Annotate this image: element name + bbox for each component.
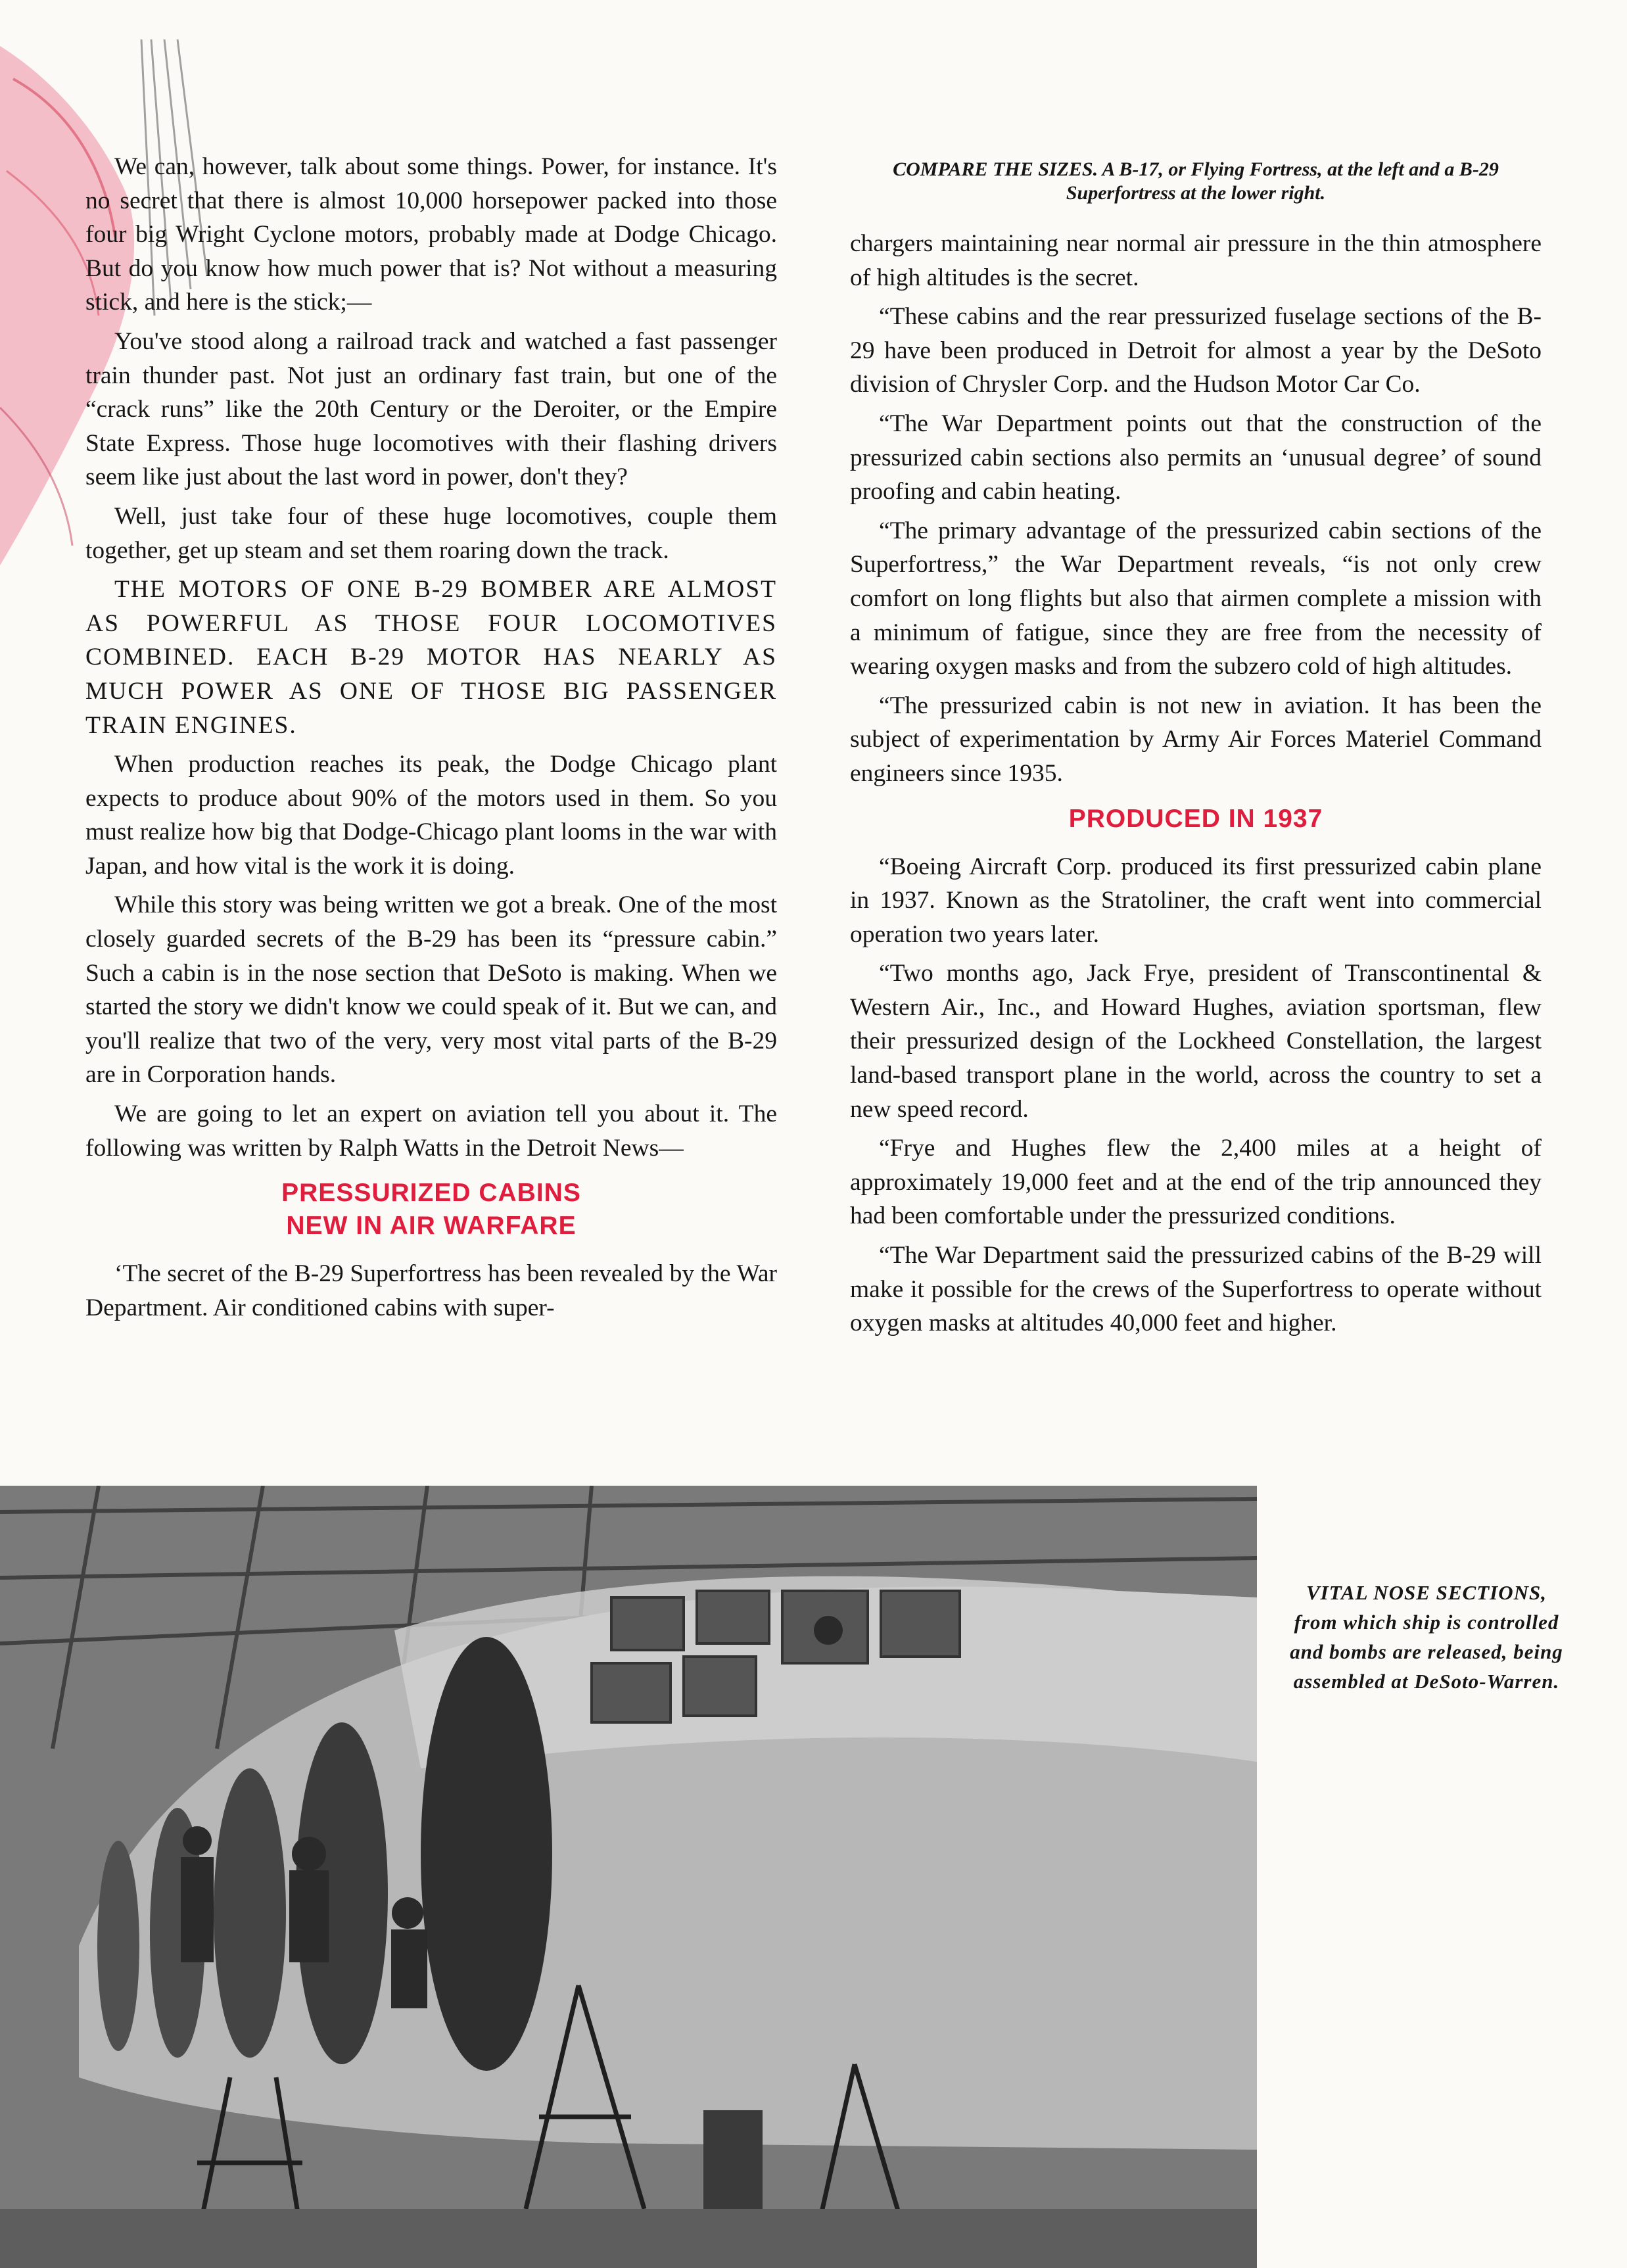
- body-paragraph: When production reaches its peak, the Dodge Chicago plant expects to produce about 90% of the motors used in them. So you must realize how big that Dodge-Chicago plant looms in the war with Japan, and how vital is the work it is doing.: [85, 751, 777, 880]
- body-paragraph: “Two months ago, Jack Frye, president of Transcontinental & Western Air., Inc., and Howard Hughes, aviation sportsman, flew their pressurized design of the Lockheed Constellation, the largest land-based transport plane in the world, across the country to set a new speed record.: [850, 960, 1542, 1123]
- section-heading-pressurized-cabins: [85, 1177, 777, 1242]
- heading-line: PRESSURIZED CABINS: [281, 1179, 581, 1208]
- right-text-column: [850, 227, 1542, 1346]
- body-paragraph: “The War Department points out that the construction of the pressurized cabin sections also permits an ‘unusual degree’ of sound proofing and cabin heating.: [850, 410, 1542, 506]
- left-text-column: [85, 150, 777, 1330]
- body-paragraph: “The primary advantage of the pressurized cabin sections of the Superfortress,” the War Department reveals, “is not only crew comfort on long flights but also that airmen complete a mission with a minimum of fatigue, since they are free from the necessity of wearing oxygen masks and from the subzero cold of high altitudes.: [850, 517, 1542, 680]
- top-photo-caption: COMPARE THE SIZES. A B-17, or Flying Fortress, at the left and a B-29 Superfortress at the lower right.: [893, 158, 1499, 204]
- body-paragraph: “Frye and Hughes flew the 2,400 miles at a height of approximately 19,000 feet and at the end of the trip announced they had been comfortable under the pressurized conditions.: [850, 1135, 1542, 1230]
- body-paragraph: We are going to let an expert on aviation tell you about it. The following was written by Ralph Watts in the Detroit News—: [85, 1100, 777, 1162]
- emphasis-paragraph: THE MOTORS OF ONE B-29 BOMBER ARE ALMOST AS POWERFUL AS THOSE FOUR LOCOMOTIVES COMBINED. EACH B-29 MOTOR HAS NEARLY AS MUCH POWER AS ONE OF THOSE BIG PASSENGER TRAIN ENGINES.: [85, 576, 777, 739]
- body-paragraph: While this story was being written we got a break. One of the most closely guarded secrets of the B-29 has been its “pressure cabin.” Such a cabin is in the nose section that DeSoto is making. When we started the story we didn't know we could speak of it. But we can, and you'll realize that two of the very, very most vital parts of the B-29 are in Corporation hands.: [85, 891, 777, 1089]
- body-paragraph: You've stood along a railroad track and watched a fast passenger train thunder past. Not just an ordinary fast train, but one of the “crack runs” like the 20th Century or the Deroiter, or the Empire State Express. Those huge locomotives with their flashing drivers seem like just about the last word in power, don't they?: [85, 327, 777, 491]
- section-heading-produced-1937: PRODUCED IN 1937: [1068, 804, 1323, 833]
- body-paragraph: Well, just take four of these huge locomotives, couple them together, get up steam and set them roaring down the track.: [85, 502, 777, 564]
- body-paragraph: “The War Department said the pressurized cabins of the B-29 will make it possible for the crews of the Superfortress to operate without oxygen masks at altitudes 40,000 feet and higher.: [850, 1242, 1542, 1337]
- body-paragraph: ‘The secret of the B-29 Superfortress has been revealed by the War Department. Air conditioned cabins with super-: [85, 1260, 777, 1321]
- body-paragraph: We can, however, talk about some things. Power, for instance. It's no secret that there is almost 10,000 horsepower packed into those four big Wright Cyclone motors, probably made at Dodge Chicago. But do you know how much power that is? Not without a measuring stick, and here is the stick;—: [85, 153, 777, 316]
- heading-line: NEW IN AIR WARFARE: [286, 1212, 577, 1240]
- factory-photo: [0, 1486, 1257, 2268]
- body-paragraph: “Boeing Aircraft Corp. produced its first pressurized cabin plane in 1937. Known as the Stratoliner, the craft went into commercial operation two years later.: [850, 853, 1542, 948]
- body-paragraph: “The pressurized cabin is not new in aviation. It has been the subject of experimentation by Army Air Forces Materiel Command engineers since 1935.: [850, 692, 1542, 787]
- photo-side-caption: VITAL NOSE SECTIONS, from which ship is controlled and bombs are released, being assembled at DeSoto-Warren.: [1290, 1581, 1563, 1693]
- nose-section-assembly-image: [0, 1486, 1257, 2268]
- body-paragraph: chargers maintaining near normal air pressure in the thin atmosphere of high altitudes is the secret.: [850, 230, 1542, 291]
- body-paragraph: “These cabins and the rear pressurized fuselage sections of the B-29 have been produced in Detroit for almost a year by the DeSoto division of Chrysler Corp. and the Hudson Motor Car Co.: [850, 303, 1542, 398]
